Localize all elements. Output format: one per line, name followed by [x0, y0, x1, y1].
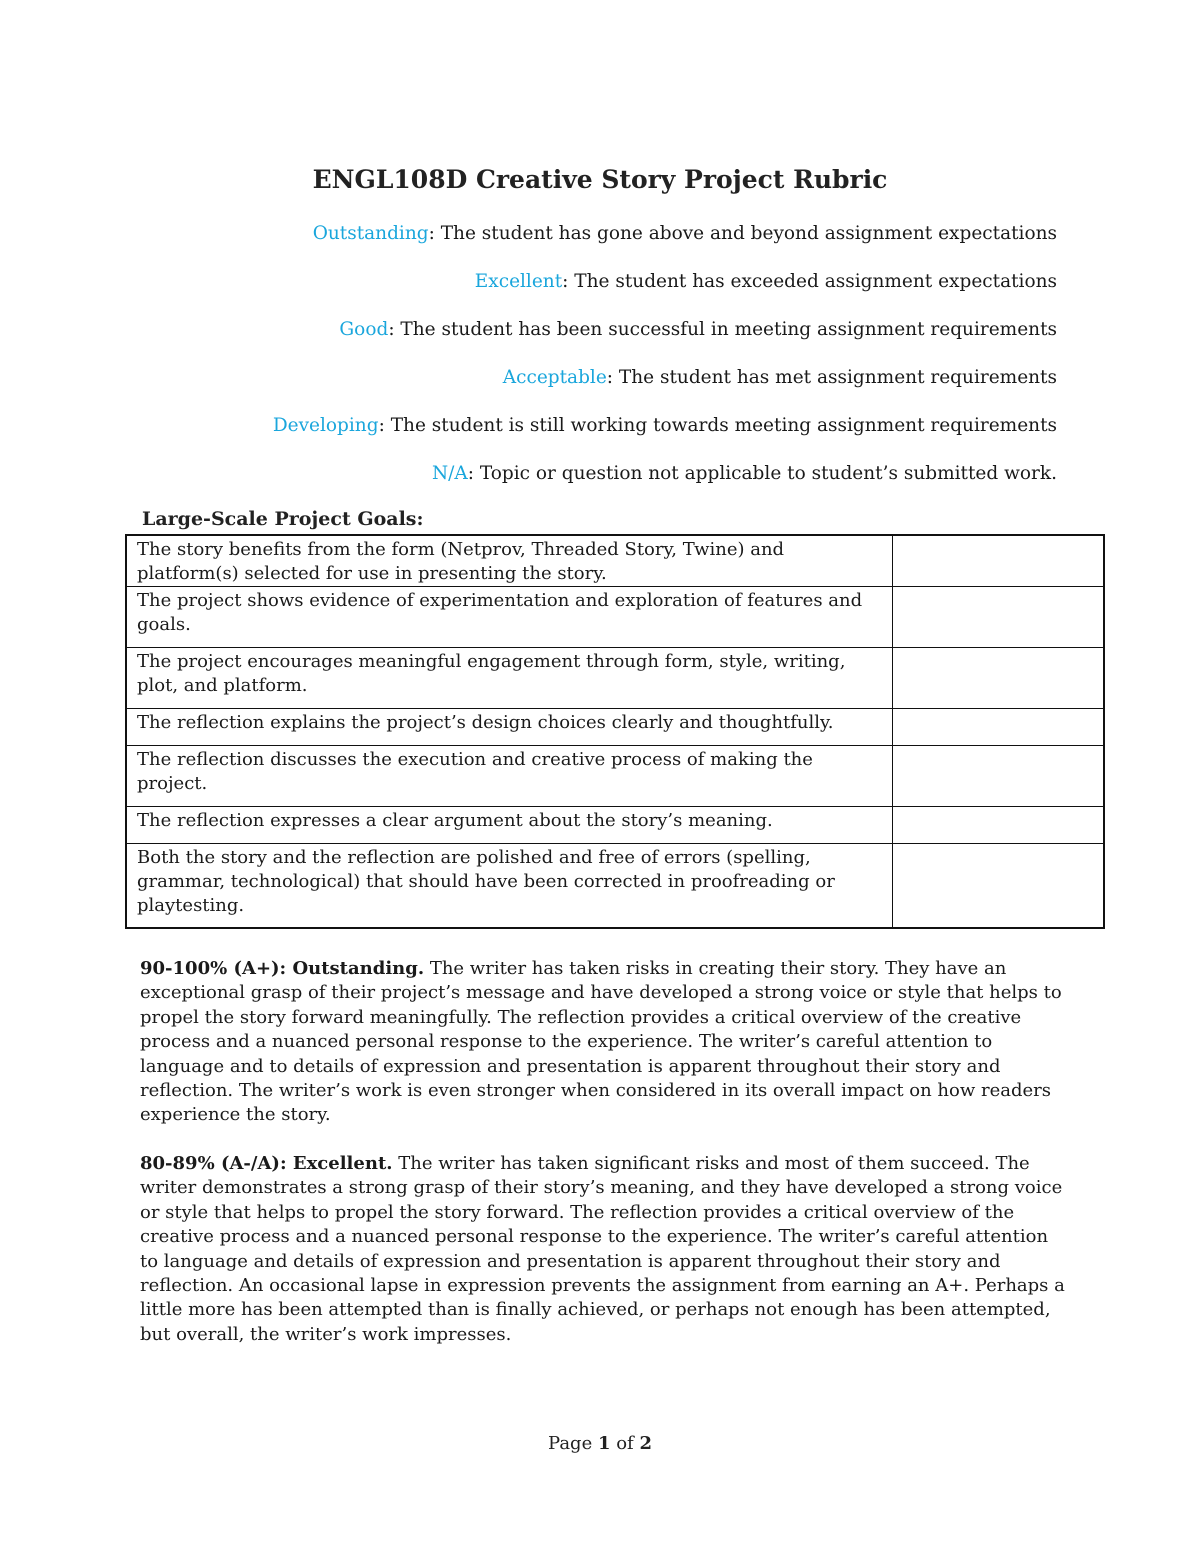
grade-lead: 90-100% (A+): Outstanding.	[140, 958, 425, 979]
legend-term: Outstanding	[312, 223, 429, 244]
table-row	[126, 535, 1104, 587]
grade-lead: 80-89% (A-/A): Excellent.	[140, 1153, 393, 1174]
legend-term: Good	[339, 319, 389, 340]
score-cell[interactable]	[893, 587, 1105, 648]
table-row	[126, 648, 1104, 709]
page-number-current: 1	[597, 1433, 611, 1454]
legend-desc: : The student is still working towards meeting assignment requirements	[378, 415, 1057, 436]
legend-row-na	[157, 460, 1057, 508]
score-cell[interactable]	[893, 709, 1105, 746]
legend-desc: : Topic or question not applicable to student’s submitted work.	[467, 463, 1057, 484]
legend-row-outstanding	[157, 220, 1057, 268]
score-cell[interactable]	[893, 844, 1105, 928]
grade-text: The writer has taken risks in creating their story. They have an exceptional grasp of their project’s message and have developed a strong voice or style that helps to propel the story forward meaningfully. The reflection provides a critical overview of the creative process and a nuanced personal response to the experience. The writer’s careful attention to language and to details of expression and presentation is apparent throughout their story and reflection. The writer’s work is even stronger when considered in its overall impact on how readers experience the story.	[140, 958, 1062, 1126]
legend-term: N/A	[431, 463, 468, 484]
score-cell[interactable]	[893, 535, 1105, 587]
table-row	[126, 709, 1104, 746]
score-cell[interactable]	[893, 746, 1105, 807]
grade-text: The writer has taken significant risks and most of them succeed. The writer demonstrates a strong grasp of their story’s meaning, and they have developed a strong voice or style that helps to propel the story forward. The reflection provides a critical overview of the creative process and a nuanced personal response to the experience. The writer’s careful attention to language and details of expression and presentation is apparent throughout their story and reflection. An occasional lapse in expression prevents the assignment from earning an A+. Perhaps a little more has been attempted than is finally achieved, or perhaps not enough has been attempted, but overall, the writer’s work impresses.	[140, 1153, 1065, 1345]
criterion-cell: Both the story and the reflection are polished and free of errors (spelling, grammar, technological) that should have been corrected in proofreading or playtesting.	[126, 844, 893, 928]
criterion-cell: The project shows evidence of experimentation and exploration of features and goals.	[126, 587, 893, 648]
score-cell[interactable]	[893, 648, 1105, 709]
table-row	[126, 844, 1104, 928]
goals-table	[125, 534, 1105, 929]
criterion-cell: The reflection explains the project’s design choices clearly and thoughtfully.	[126, 709, 893, 746]
legend-term: Developing	[272, 415, 379, 436]
goals-heading: Large-Scale Project Goals:	[142, 508, 424, 530]
rating-legend	[157, 220, 1057, 508]
legend-row-good	[157, 316, 1057, 364]
footer-middle: of	[610, 1433, 640, 1454]
table-row	[126, 587, 1104, 648]
criterion-cell: The story benefits from the form (Netprov, Threaded Story, Twine) and platform(s) selected for use in presenting the story.	[126, 535, 893, 587]
page-number-total: 2	[639, 1433, 652, 1454]
legend-row-developing	[157, 412, 1057, 460]
criterion-cell: The reflection expresses a clear argument about the story’s meaning.	[126, 807, 893, 844]
page-footer	[0, 1433, 1200, 1454]
grade-description-outstanding	[140, 957, 1070, 1128]
legend-term: Acceptable	[502, 367, 607, 388]
table-row	[126, 746, 1104, 807]
criterion-cell: The reflection discusses the execution and creative process of making the project.	[126, 746, 893, 807]
legend-desc: : The student has met assignment requirements	[606, 367, 1057, 388]
footer-prefix: Page	[548, 1433, 598, 1454]
legend-desc: : The student has gone above and beyond assignment expectations	[428, 223, 1057, 244]
legend-desc: : The student has exceeded assignment expectations	[562, 271, 1057, 292]
criterion-cell: The project encourages meaningful engagement through form, style, writing, plot, and platform.	[126, 648, 893, 709]
legend-row-excellent	[157, 268, 1057, 316]
table-row	[126, 807, 1104, 844]
legend-row-acceptable	[157, 364, 1057, 412]
legend-term: Excellent	[474, 271, 563, 292]
grade-description-excellent	[140, 1152, 1070, 1347]
document-title: ENGL108D Creative Story Project Rubric	[312, 165, 888, 194]
score-cell[interactable]	[893, 807, 1105, 844]
legend-desc: : The student has been successful in meeting assignment requirements	[388, 319, 1057, 340]
